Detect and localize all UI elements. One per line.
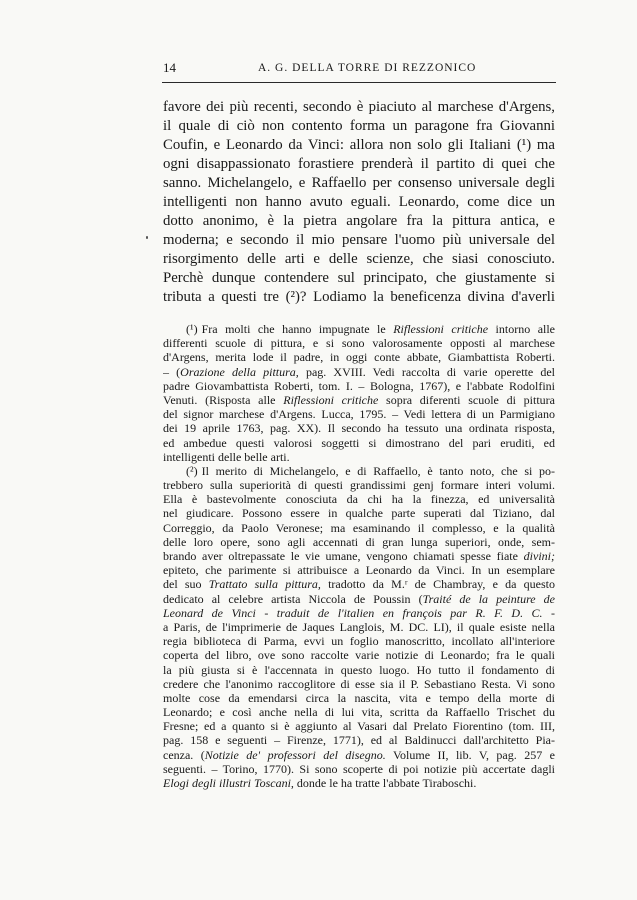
footnote-line: trebbero sulla superiorità di questi grandissimi genj formare interi volumi. [163, 478, 555, 493]
italic-title: Riflessioni critiche [283, 392, 379, 407]
footnote-2 [163, 464, 555, 790]
footnote-line: coperta del libro, ove sono raccolte varie notizie di Leonardo; fra le quali [163, 648, 555, 663]
footnote-line [163, 549, 555, 563]
footnote-line: la più giusta si è l'accennata in questo luogo. Ho tutto il fondamento di [163, 662, 555, 677]
body-line: tributa a questi tre (²)? Lodiamo la beneficenza divina d'averli [163, 289, 555, 306]
body-line: il quale di ciò non contento forma un paragone fra Giovanni [163, 117, 555, 134]
text-run: dedicato al celebre artista Niccola de Poussin ( [163, 591, 423, 606]
footnote-line [163, 365, 555, 379]
footnote-line [163, 577, 555, 591]
body-line: dotto anonimo, è la pietra angolare fra la pittura antica, e [163, 213, 555, 230]
footnote-line [163, 776, 555, 790]
italic-title: Orazione della pittura, [180, 364, 299, 379]
text-run: Venuti. (Risposta alle [163, 392, 284, 407]
footnote-line: ed ambedue questi valorosi soggetti si dimostrano del pari eruditi, ed [163, 435, 555, 450]
italic-title: Riflessioni critiche [393, 322, 489, 336]
body-line: sanno. Michelangelo, e Raffaello per consenso universale degli [163, 174, 555, 191]
footnote-line [163, 322, 555, 336]
body-text [163, 98, 555, 308]
italic-title: Trattato sulla pittura, [208, 577, 321, 592]
footnote-line: credere che l'anonimo raccoglitore di esse sia il P. Sebastiano Resta. Vi sono [163, 676, 555, 691]
italic-word: divini; [523, 549, 555, 563]
footnote-line: intelligenti delle belle arti. [163, 449, 290, 464]
footnote-line [163, 393, 555, 407]
footnote-line: differenti scuole di pittura, e si sono valorosamente opposti al marchese [163, 336, 555, 351]
footnote-line [163, 748, 555, 762]
text-run: brando aver oltrepassate le vie umane, vengono chiamati spesse fiate [163, 549, 524, 563]
footnote-line: a Paris, de l'imprimerie de Jaques Langlois, M. DC. LI), il quale esiste nella [163, 619, 555, 634]
footnote-line: del signor marchese d'Argens. Lucca, 1795. – Vedi lettera di un Parmigiano [163, 407, 555, 422]
body-line: Coufin, e Leonardo da Vinci: allora non solo gli Italiani (¹) ma [163, 136, 555, 153]
footnote-line [163, 592, 555, 606]
text-run: intorno alle [488, 322, 555, 336]
body-line: favore dei più recenti, secondo è piaciuto al marchese d'Argens, [163, 98, 555, 115]
footnote-line: molte cose da emendarsi circa la nascita, vita e tempo della morte di [163, 690, 555, 705]
footnote-1 [163, 322, 555, 464]
footnote-line: epiteto, che parimente si attribuisce a Leonardo da Vinci. In un esemplare [163, 563, 555, 578]
footnote-line: regia biblioteca di Parma, evvi un foglio manoscritto, incollato all'interiore [163, 634, 555, 649]
scan-speck [146, 236, 148, 239]
text-run: – ( [163, 364, 181, 379]
footnotes [163, 322, 555, 790]
header-rule [162, 82, 556, 83]
body-line: moderna; e secondo il mio pensare l'uomo più universale del [163, 232, 555, 249]
footnote-line: Leonardo; e così anche nella di lui vita, scritta da Raffaello Trischet du [163, 705, 555, 720]
body-line: ogni disappassionato forastiere prenderà il partito di quei che [163, 155, 555, 172]
text-run: Volume II, lib. V, pag. 257 e [385, 747, 555, 762]
footnote-line: d'Argens, merita lode il padre, in oggi conte abbate, Giambattista Roberti. [163, 350, 555, 365]
footnote-line [163, 606, 555, 620]
text-run: donde le ha tratte l'abbate Tiraboschi. [293, 776, 477, 790]
text-run: tradotto da M.ʳ de Chambray, e da questo [320, 577, 555, 592]
body-line: intelligenti non hanno avuto eguali. Leonardo, come dice un [163, 193, 555, 210]
body-line: Perchè dunque contendere sul principato, che giustamente si [163, 270, 555, 287]
footnote-line: seguenti. – Torino, 1770). Si sono scoperte di poi notizie più accertate dagli [163, 761, 555, 776]
text-run: Fra molti che hanno impugnate le [201, 322, 394, 336]
text-run: Il merito di Michelangelo, e di Raffaello, è tanto noto, che si po- [201, 463, 555, 478]
running-title: A. G. DELLA TORRE DI REZZONICO [258, 62, 477, 74]
italic-title: Leonard de Vinci - traduit de l'italien en françois par R. F. D. C. [163, 605, 543, 620]
text-run: del suo [163, 577, 209, 592]
italic-title: Notizie de' professori del disegno. [204, 747, 386, 762]
text-run: sopra diferenti scuole di pittura [378, 392, 555, 407]
text-run: pag. XVIII. Vedi raccolta di varie operette del [298, 364, 555, 379]
text-run: - [542, 605, 555, 620]
footnote-line: pag. 158 e seguenti – Firenze, 1771), ed al Baldinucci dall'architetto Pia- [163, 733, 555, 748]
footnote-line: dei 19 aprile 1763, pag. XX). Il secondo ha tessuto una ordinata risposta, [163, 421, 555, 436]
footnote-line [163, 464, 555, 478]
footnote-line: padre Giovambattista Roberti, tom. I. – Bologna, 1767), e l'abbate Rodolfini [163, 378, 555, 393]
footnote-line: delle loro opere, sono agli accennati di gran lunga superiori, onde, sem- [163, 534, 555, 549]
text-run: cenza. ( [163, 747, 205, 762]
footnote-line: Correggio, da Paolo Veronese; ma esaminando il complesso, e la qualità [163, 520, 555, 535]
italic-title: Traité de la peinture de [422, 591, 555, 606]
footnote-line: nel giudicare. Possono essere in qualche parte superati dal Tiziano, dal [163, 506, 555, 521]
footnote-line: Ella è bastevolmente conosciuta da chi ha la finezza, ed universalità [163, 492, 555, 507]
footnote-marker: (¹) [186, 322, 198, 336]
page-number: 14 [163, 60, 176, 75]
body-line: risorgimento delle arti e delle scienze, che siasi conosciuto. [163, 251, 555, 268]
footnote-line: Fresne; ed a quanto si è aggiunto al Vasari dal Prelato Fiorentino (tom. III, [163, 719, 555, 734]
footnote-marker: (²) [186, 463, 198, 478]
italic-title: Elogi degli illustri Toscani, [163, 776, 294, 790]
